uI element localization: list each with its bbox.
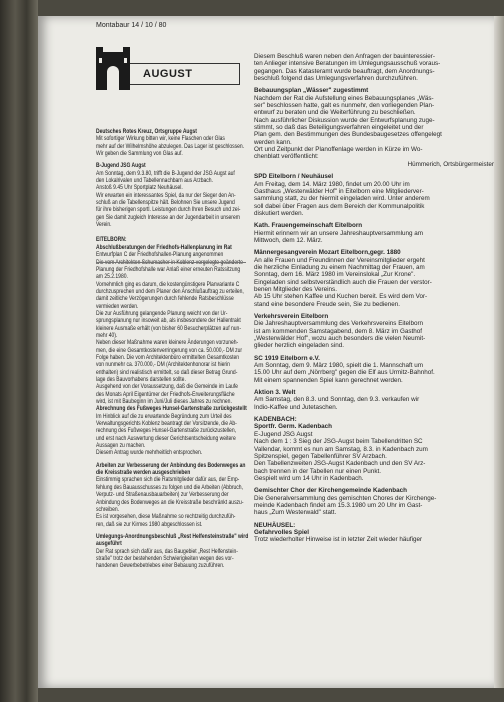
article-text-line: enthalten) sind realistisch ermittelt, so daß dieser Betrag Grund-: [96, 368, 238, 376]
article-text-line: Die Jahreshauptversammlung des Verkehrsvereins Eitelborn: [254, 320, 424, 328]
article-text-line: beschluß folgend das Umlegungsverfahren durchzuführen.: [254, 75, 418, 83]
article-heading: Arbeiten zur Verbesserung der Anbindung des Bodenweges an: [96, 461, 246, 469]
article-text-line: von nunmehr ca. 370.000,- DM (Architektenhonorar ist hierin: [96, 361, 230, 369]
article-text-line: Folge haben. Die vom Architektenbüro ermittelten Gesamtkosten: [96, 353, 240, 361]
article-heading: Deutsches Rotes Kreuz, Ortsgruppe Augst: [96, 128, 197, 135]
logo-window-left: [99, 58, 102, 63]
article-text-line: Wir geben die Sammlung von Glas auf.: [96, 150, 183, 158]
issue-header: Montabaur 14 / 10 / 80: [96, 22, 167, 29]
article-heading: Kath. Frauengemeinschaft Eitelborn: [254, 222, 363, 230]
article-text-line: Nach ausführlicher Diskussion wurde der Entwurfsplanung zuge-: [254, 116, 435, 124]
article-text-line: Sonntag, dem 16. März 1980 im Vereinslokal „Zur Krone".: [254, 271, 416, 279]
article-text-line: durchzusprechen und dem Planer den Anschlußauftrag zu erteilen,: [96, 287, 244, 295]
article-text-line: Ausgehend von der Voraussetzung, daß die Gemeinde im Laufe: [96, 383, 238, 391]
article-text-line: werden kann.: [254, 138, 292, 146]
article-text-line: Nachdem der Rat die Aufstellung eines Bebauungsplanes „Wäs-: [254, 94, 434, 102]
column-divider-rule: [96, 262, 246, 263]
right-column: [254, 53, 494, 544]
article-text-line: soll dabei über Fragen aus dem Bereich der Kommunalpolitik: [254, 202, 425, 210]
article-text-line: Der Rat sprach sich dafür aus, das Baugebiet „Rest Helfenstein-: [96, 547, 238, 555]
page-edge: [494, 16, 504, 688]
article-text-line: Die vom Architekten Schumacher in Koblenz vorgelegte geänderte: [96, 258, 243, 266]
article-text-line: am 25.2.1980.: [96, 273, 128, 281]
article-text-line: entwurf zu beraten und die Weiterführung zu beschließen.: [254, 109, 416, 117]
article-text-line: wird, ist mit Baubeginn im Juni/Juli dieses Jahres zu rechnen.: [96, 398, 232, 406]
article-text-line: Die Generalversammlung des gemischten Chores der Kirchenge-: [254, 494, 437, 502]
article-text-line: Ort und Zeitpunkt der Planoffenlage werden in Kürze im Wo-: [254, 146, 423, 154]
article-heading: SC 1919 Eitelborn e.V.: [254, 354, 320, 362]
article-text-line: benen Mitglieder des Vereins.: [254, 285, 337, 293]
book-spine: [0, 0, 38, 702]
article-text-line: Trotz wiederholter Hinweise ist in letzter Zeit wieder häufiger: [254, 536, 423, 544]
logo-gate-arch: [107, 66, 119, 90]
article-text-line: Mit einem spannenden Spiel kann gerechnet werden.: [254, 376, 403, 384]
article-text-line: An alle Frauen und Freundinnen der Vereinsmitglieder ergeht: [254, 256, 425, 264]
article-text-line: diskutiert werden.: [254, 209, 304, 217]
article-text-line: bach trennen in der Tabellen nur einen Punkt.: [254, 467, 381, 475]
article-text-line: gen Sie damit zugleich Interesse an der Jugendarbeit in unserem: [96, 213, 240, 221]
article-text-line: und erst nach Auswertung dieser Gerichtsentscheidung weitere: [96, 434, 236, 442]
article-text-line: vermieden werden.: [96, 302, 139, 310]
article-text-line: haus „Zum Westerwald" statt.: [254, 509, 337, 517]
article-heading: Abschlußberatungen der Friedhofs-Hallenplanung im Rat: [96, 243, 232, 251]
article-text-line: mehr auf der Wilhelmshöhe abzulegen. Das Lager ist geschlossen.: [96, 142, 245, 150]
article-text-line: handenen Gewerbebetriebes einer Bebauung zuzuführen.: [96, 562, 225, 570]
article-heading: B-Jugend JSG Augst: [96, 162, 146, 170]
article-text-line: Am Sonntag, dem 9. März 1980, spielt die 1. Mannschaft um: [254, 362, 424, 370]
article-text-line: Am Freitag, dem 14. März 1980, findet um 20.00 Uhr im: [254, 180, 410, 188]
article-text-line: Hiermit erinnern wir an unsere Jahreshauptversammlung am: [254, 229, 424, 237]
article-heading: EITELBORN:: [96, 236, 127, 244]
article-heading: KADENBACH:: [254, 416, 297, 424]
section-title: AUGUST: [143, 68, 193, 80]
paragraph-gap: [96, 228, 248, 236]
article-text-line: den Lokalrivalen und Tabellennachbarn aus Arzbach.: [96, 177, 213, 185]
article-text-line: Plan gem. den Bestimmungen des Bundesbaugesetzes offengelegt: [254, 131, 442, 139]
article-heading: Aktion 3. Welt: [254, 389, 296, 397]
article-text-line: mehr 40).: [96, 331, 118, 339]
article-text-line: meinde Kadenbach findet am 15.3.1980 um 20 Uhr im Gast-: [254, 501, 423, 509]
article-heading: Gemischter Chor der Kirchengemeinde Kadenbach: [254, 487, 407, 495]
article-text-line: Vornehmlich ging es darum, die kostengünstigere Planvariante C: [96, 280, 240, 288]
article-heading: SPD Eitelborn / Neuhäusel: [254, 173, 334, 181]
article-text-line: Verein.: [96, 221, 112, 229]
article-text-line: stimmt, so daß das Beteiligungsverfahren eingeleitet und der: [254, 124, 424, 132]
article-text-line: Gasthaus „Westerwälder Hof" in Eitelborn eine Mitgliederver-: [254, 187, 424, 195]
article-text-line: glieder herzlich eingeladen sind.: [254, 342, 344, 350]
article-text-line: chenblatt veröffentlicht:: [254, 153, 319, 161]
article-heading: Umlegungs-Anordnungsbeschluß „Rest Helfensteinstraße" wird: [96, 532, 249, 540]
article-heading: Bebauungsplan „Wässer" zugestimmt: [254, 87, 369, 95]
article-heading: Verkehrsverein Eitelborn: [254, 313, 329, 320]
article-text-line: für ihre bisherigen sportl. Leistungen durch Ihren Besuch und zei-: [96, 206, 241, 214]
article-text-line: Eingeladen sind selbstverständlich auch die Frauen der verstor-: [254, 278, 432, 286]
article-text-line: sprungsplanung nur insoweit ab, als insbesondere der Hallentrakt: [96, 317, 241, 325]
article-text-line: die herzliche Einladung zu einem Nachmittag der Frauen, am: [254, 263, 425, 271]
article-text-line: Ab 15 Uhr stehen Kaffee und Kuchen bereit. Es wird dem Vor-: [254, 293, 428, 301]
article-heading: Sportfr. Germ. Kadenbach: [254, 423, 333, 431]
article-text-line: stand eine besondere Freude sein, Sie zu bedienen.: [254, 300, 400, 308]
article-text-line: fehlung des Bauausschusses zu folgen und die Arbeiten (Abbruch,: [96, 483, 243, 491]
article-text-line: lage des Bauvorhabens darstellen sollte.: [96, 376, 186, 383]
article-text-line: Hümmerich, Ortsbürgermeister: [407, 160, 494, 168]
article-text-line: Den Tabellenzweiten JSG-Augst Kadenbach und den SV Arz-: [254, 460, 426, 468]
article-text-line: men, die eine Gesamtkostenverringerung von ca. 50.000,- DM zur: [96, 346, 243, 354]
article-text-line: Diesem Beschluß waren neben den Anfragen der bauinteressier-: [254, 53, 435, 60]
article-text-line: straße" trotz der bestehenden Schwierigkeiten wegen des vor-: [96, 554, 234, 562]
article-text-line: 15.00 Uhr auf dem „Nörrberg" gegen die Elf aus Urmitz-Bahnhof.: [254, 369, 435, 377]
article-heading: Gefahrvolles Spiel: [254, 528, 309, 536]
article-heading: Abrechnung des Fußweges Hunsel-Gartenstraße zurückgestellt: [96, 405, 247, 413]
article-text-line: Anbindung des Bodenweges an die Kreisstraße beschränkt auszu-: [96, 498, 244, 506]
article-text-line: schluß an die Tabellenspitze hält. Belohnen Sie unsere Jugend: [96, 199, 235, 207]
article-text-line: Am Samstag, den 8.3. und Sonntag, den 9.3. verkaufen wir: [254, 396, 420, 404]
article-text-line: Einstimmig sprachen sich die Ratsmitglieder dafür aus, der Emp-: [96, 476, 240, 484]
left-column: [96, 128, 248, 570]
article-text-line: kleinere Ausmaße erhält (von bisher 60 Besucherplätzen auf nun-: [96, 324, 241, 332]
town-gate-logo: [96, 52, 130, 90]
article-text-line: ten Anlieger intensive Beratungen im Umlegungsausschuß voraus-: [254, 60, 441, 68]
article-text-line: Verputz- und Straßenausbauarbeiten) zur Verbesserung der: [96, 491, 229, 499]
article-text-line: „Westerwälder Hof", wozu auch besonders die vielen Neumit-: [254, 335, 426, 343]
article-text-line: Anstoß 9.45 Uhr Sportplatz Neuhäusel.: [96, 184, 183, 192]
article-text-line: damit zeitliche Verzögerungen durch fehlende Ratsbeschlüsse: [96, 295, 234, 303]
article-text-line: Mit sofortiger Wirkung bitten wir, keine Flaschen oder Glas: [96, 135, 225, 143]
article-text-line: ist am kommenden Samstagabend, dem 8. März im Gasthof: [254, 327, 422, 335]
article-text-line: E-Jugend JSG Augst: [254, 430, 313, 438]
article-text-line: schreiben.: [96, 505, 120, 513]
article-text-line: Verwaltungsgerichts Koblenz beantragt der Vorsitzende, die Ab-: [96, 420, 237, 428]
logo-tower-right: [123, 47, 130, 53]
article-text-line: gegangen. Das Katasteramt wurde beauftragt, dem Anordnungs-: [254, 67, 435, 75]
article-text-line: Diesem Antrag wurde mehrheitlich entsprochen.: [96, 449, 203, 457]
article-text-line: Nach dem 1 : 3 Sieg der JSG-Augst beim Tabellendritten SC: [254, 438, 423, 446]
article-text-line: rechnung des Fußweges Hunsel-Gartenstraße zurückzustellen,: [96, 427, 236, 435]
article-text-line: Die zur Ausführung gelangende Planung weicht von der Ur-: [96, 309, 228, 317]
article-text-line: Es ist vorgesehen, diese Maßnahme so rechtzeitig durchzufüh-: [96, 513, 236, 521]
article-text-line: Entwurfplan C der Friedhofshallen-Planung angenommen: [96, 251, 224, 259]
article-text-line: Spitzenspiel, gegen Tabellenführer SV Arzbach.: [254, 452, 387, 460]
article-text-line: Am Sonntag, dem 9.3.80, trifft die B-Jugend der JSG Augst auf: [96, 169, 235, 177]
article-text-line: Im Hinblick auf die zu erwartende Begründung zum Urteil des: [96, 412, 232, 420]
article-heading: Männergesangverein Mozart Eitelborn,gegr. 1880: [254, 249, 401, 257]
article-heading: NEUHÄUSEL:: [254, 521, 296, 529]
article-text-line: Neben dieser Maßnahme waren kleinere Änderungen vorzuneh-: [96, 339, 239, 347]
article-text-line: Wir erwarten ein interessantes Spiel, da nur der Sieger den An-: [96, 191, 236, 199]
article-text-line: des Monats April Eigentümer der Friedhofs-Erweiterungsfläche: [96, 390, 235, 398]
article-text-line: Indio-Kaffee und Jutetaschen.: [254, 403, 338, 411]
article-heading: ausgeführt: [96, 540, 122, 548]
article-text-line: Aussagen zu machen.: [96, 442, 146, 450]
article-text-line: ren, daß sie zur Kirmes 1980 abgeschlossen ist.: [96, 520, 203, 528]
logo-tower-left: [96, 47, 103, 53]
article-text-line: ser" beschlossen hatte, galt es nunmehr, den vorliegenden Plan-: [254, 102, 435, 110]
logo-window-right: [124, 58, 127, 63]
article-text-line: Gespielt wird um 14 Uhr in Kadenbach.: [254, 474, 364, 482]
article-text-line: Planung der Friedhofshalle war Anlaß einer erneuten Ratssitzung: [96, 265, 241, 273]
article-text-line: Mittwoch, dem 12. März.: [254, 236, 323, 244]
article-heading: die Kreisstraße werden ausgeschrieben: [96, 469, 191, 477]
article-text-line: sammlung statt, zu der hiermit eingeladen wird. Unter anderem: [254, 195, 430, 203]
article-text-line: Vallendar, kommt es nun am Samstag, 8.3. in Kadenbach zum: [254, 445, 428, 453]
